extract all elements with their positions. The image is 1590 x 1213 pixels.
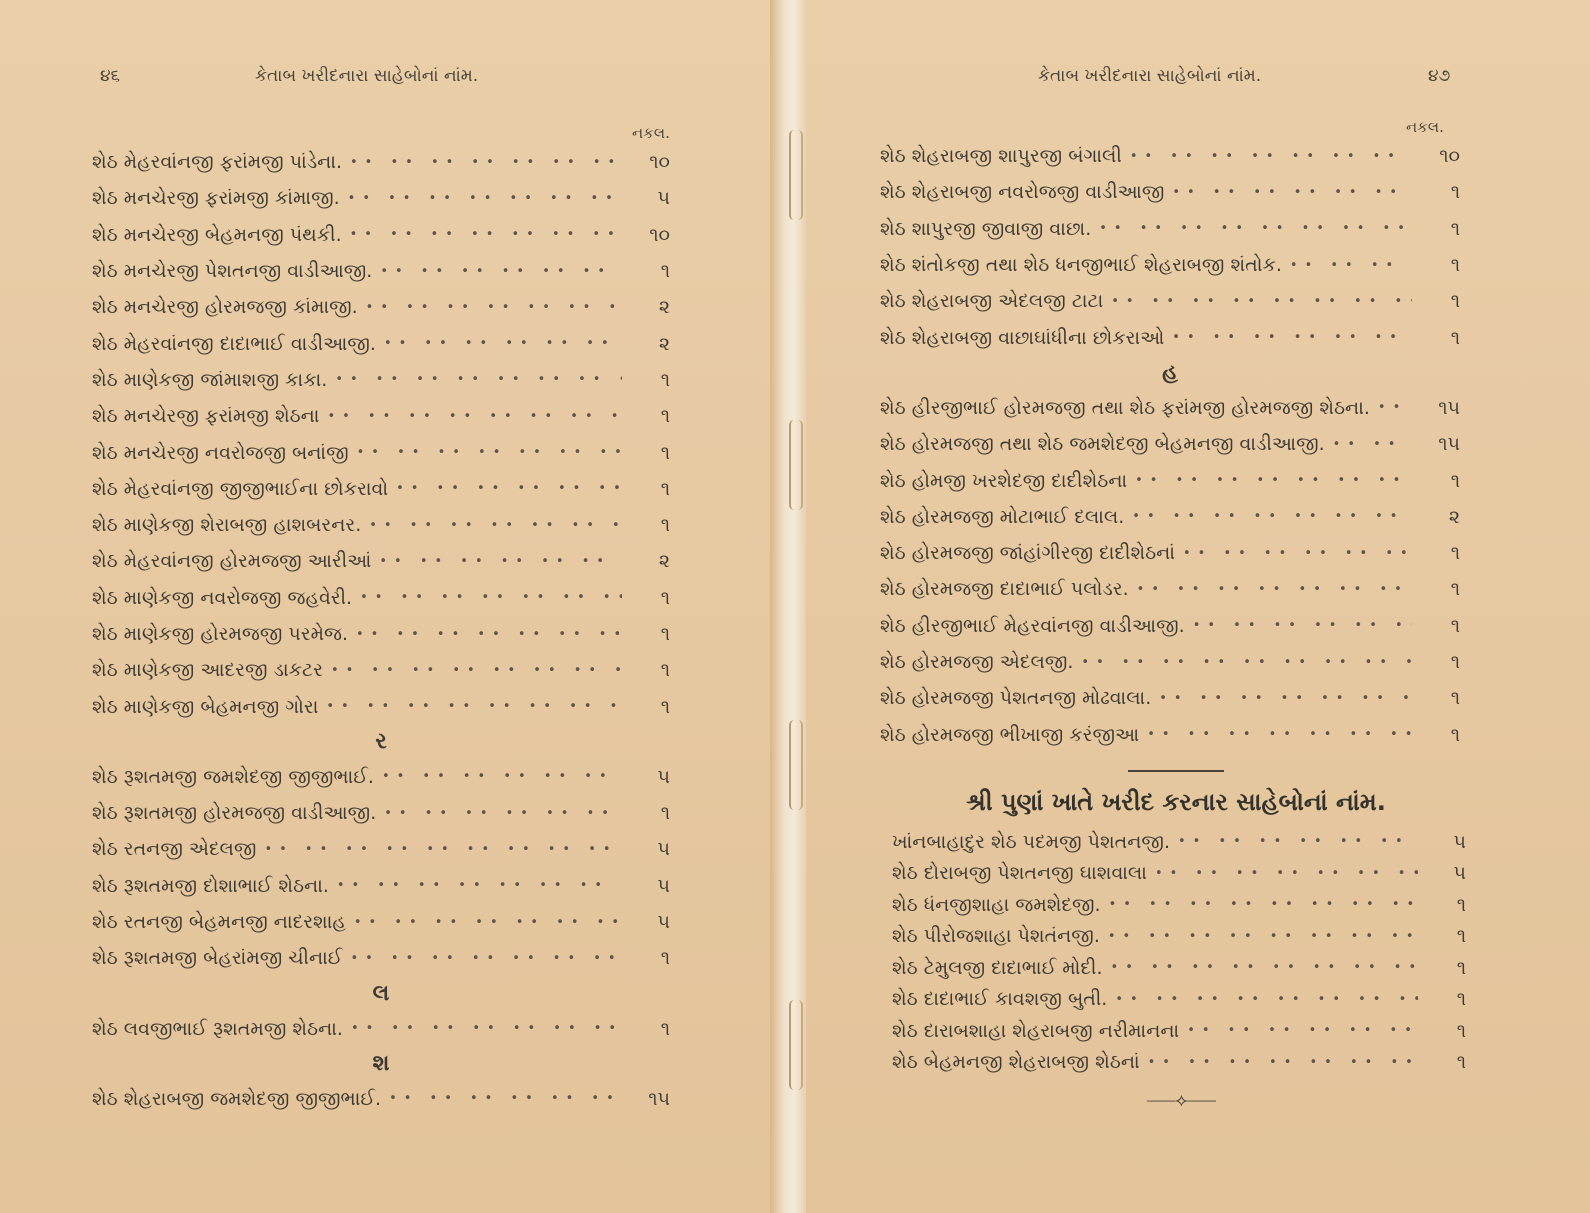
list-item bbox=[880, 680, 1460, 716]
list-item bbox=[892, 858, 1466, 890]
list-item bbox=[880, 247, 1460, 283]
copy-count: ૧ bbox=[1450, 542, 1460, 565]
subscriber-name: શેઠ ધંનજીશાહા જમશેદજી. bbox=[892, 893, 1101, 916]
list-item bbox=[880, 608, 1460, 644]
leader-dots bbox=[342, 155, 622, 170]
leader-dots bbox=[1140, 1055, 1418, 1070]
list-item bbox=[880, 211, 1460, 247]
list-item bbox=[92, 434, 670, 470]
subscriber-name: શેઠ માણેકજી આદરજી ડાકટર bbox=[92, 659, 323, 682]
leader-dots bbox=[348, 627, 622, 642]
list-item bbox=[92, 507, 670, 543]
copy-count: ૨ bbox=[658, 296, 670, 319]
copy-count: ૧૦ bbox=[649, 151, 670, 174]
subscriber-name: શેઠ શેહરાબજી એદલજી ટાટા bbox=[880, 290, 1104, 313]
subscriber-name: શેઠ શેહરાબજી જમશેદજી જીજીભાઈ. bbox=[92, 1087, 382, 1110]
list-item bbox=[92, 616, 670, 652]
list-item bbox=[892, 889, 1466, 921]
list-item bbox=[92, 795, 670, 831]
copy-count: ૧ bbox=[1450, 651, 1460, 673]
pune-entry-list bbox=[892, 826, 1466, 1078]
copy-count: ૧ bbox=[1456, 893, 1466, 916]
right-page-header bbox=[806, 66, 1590, 96]
copy-count: ૧ bbox=[660, 1017, 670, 1040]
leader-dots bbox=[1170, 834, 1418, 849]
leader-dots bbox=[319, 409, 622, 424]
copy-count: ૧ bbox=[1450, 217, 1460, 240]
leader-dots bbox=[346, 915, 622, 930]
left-page-number: ૪૬ bbox=[100, 66, 121, 86]
leader-dots bbox=[256, 842, 622, 857]
leader-dots bbox=[352, 590, 622, 605]
leader-dots bbox=[1151, 691, 1412, 706]
leader-dots bbox=[1147, 866, 1418, 881]
subscriber-name: શેઠ હોરમજજી ભીખાજી કરંજીઆ bbox=[880, 723, 1140, 746]
leader-dots bbox=[329, 878, 622, 893]
subscriber-name: શેઠ માણેકજી જાંમાશજી કાકા. bbox=[92, 368, 328, 391]
list-item bbox=[92, 144, 670, 180]
leader-dots bbox=[342, 951, 622, 966]
copy-count: ૧ bbox=[1450, 254, 1460, 277]
copy-count: ૫ bbox=[657, 765, 670, 788]
copy-count: ૨ bbox=[1448, 505, 1460, 528]
leader-dots bbox=[1185, 618, 1412, 633]
subscriber-name: શેઠ માણેકજી શેરાબજી હાશબરનર. bbox=[92, 514, 362, 537]
leader-dots bbox=[323, 663, 622, 678]
copy-count: ૧ bbox=[1456, 988, 1466, 1011]
subscriber-name: શેઠ રૂશતમજી બેહરાંમજી ચીનાઈ bbox=[92, 947, 343, 970]
subscriber-name: શેઠ લવજીભાઈ રૂશતમજી શેઠના. bbox=[92, 1017, 343, 1040]
leader-dots bbox=[1175, 546, 1412, 561]
leader-dots bbox=[1122, 149, 1412, 164]
list-item bbox=[92, 688, 670, 724]
list-item bbox=[880, 283, 1460, 319]
right-column-heading: નકલ. bbox=[1406, 118, 1444, 136]
list-item bbox=[92, 253, 670, 289]
copy-count: ૧ bbox=[660, 695, 670, 718]
leader-dots bbox=[1124, 509, 1412, 524]
list-item bbox=[92, 180, 670, 216]
pune-subsection-title: શ્રી પુણાં ખાતે ખરીદ કરનાર સાહેબોનાં નાંમ. bbox=[966, 788, 1386, 816]
copy-count: ૧૫ bbox=[1438, 396, 1460, 419]
list-item bbox=[880, 319, 1460, 355]
subscriber-name: શેઠ માણેકજી હોરમજજી પરમેજ. bbox=[92, 623, 348, 645]
list-item bbox=[880, 462, 1460, 498]
copy-count: ૧ bbox=[660, 586, 670, 609]
subscriber-name: શેઠ રતનજી બેહમનજી નાદરશાહ bbox=[92, 911, 346, 934]
copy-count: ૫ bbox=[657, 911, 670, 934]
list-item bbox=[892, 921, 1466, 953]
subscriber-name: શેઠ હોરમજજી દાદાભાઈ પલોડર. bbox=[880, 578, 1129, 601]
copy-count: ૫ bbox=[657, 874, 670, 897]
copy-count: ૧ bbox=[660, 802, 670, 825]
binding-stitch bbox=[789, 1000, 803, 1090]
list-item bbox=[92, 325, 670, 361]
left-entry-list bbox=[92, 144, 670, 1117]
list-item bbox=[880, 138, 1460, 174]
leader-dots bbox=[340, 191, 622, 206]
subscriber-name: શેઠ શેહરાબજી નવરોજજી વાડીઆજી bbox=[880, 181, 1165, 204]
leader-dots bbox=[1091, 221, 1412, 236]
leader-dots bbox=[1103, 960, 1418, 975]
subscriber-name: ખાંનબાહાદુર શેઠ પદમજી પેશતનજી. bbox=[892, 830, 1170, 853]
leader-dots bbox=[376, 806, 622, 821]
list-item bbox=[92, 759, 670, 795]
section-letter-heading: લ bbox=[372, 980, 390, 1006]
leader-dots bbox=[1101, 897, 1418, 912]
right-entry-list bbox=[880, 138, 1460, 753]
subscriber-name: શેઠ મનચેરજી ફરાંમજી શેઠના bbox=[92, 405, 320, 428]
subscriber-name: શેઠ મનચેરજી હોરમજજી કાંમાજી. bbox=[92, 296, 358, 319]
list-item bbox=[92, 904, 670, 940]
subscriber-name: શેઠ શંતોકજી તથા શેઠ ધનજીભાઈ શેહરાબજી શંતોક. bbox=[880, 254, 1282, 277]
list-item bbox=[892, 1047, 1466, 1079]
leader-dots bbox=[1282, 258, 1412, 273]
end-ornament: ⸺⟡⸺ bbox=[1146, 1090, 1216, 1111]
subscriber-name: શેઠ રૂશતમજી હોરમજજી વાડીઆજી. bbox=[92, 802, 377, 825]
leader-dots bbox=[361, 518, 622, 533]
copy-count: ૧ bbox=[1450, 578, 1460, 601]
list-item bbox=[880, 644, 1460, 680]
list-item bbox=[880, 499, 1460, 535]
subscriber-name: શેઠ રતનજી એદલજી bbox=[92, 838, 257, 861]
subscriber-name: શેઠ દોરાબજી પેશતનજી ઘાશવાલા bbox=[892, 862, 1147, 885]
copy-count: ૧ bbox=[660, 514, 670, 537]
subscriber-name: શેઠ હોરમજજી જાંહાંગીરજી દાદીશેઠનાં bbox=[880, 542, 1175, 565]
leader-dots bbox=[1139, 727, 1412, 742]
copy-count: ૧ bbox=[1450, 687, 1460, 710]
leader-dots bbox=[349, 445, 622, 460]
list-item bbox=[92, 831, 670, 867]
copy-count: ૧ bbox=[660, 368, 670, 391]
list-item bbox=[892, 1015, 1466, 1047]
copy-count: ૫ bbox=[1453, 830, 1466, 853]
copy-count: ૧ bbox=[1450, 723, 1460, 746]
copy-count: ૧ bbox=[1450, 326, 1460, 349]
list-item bbox=[92, 1081, 670, 1117]
subscriber-name: શેઠ મેહરવાંનજી ફરાંમજી પાંડેના. bbox=[92, 151, 343, 174]
binding-stitch bbox=[789, 720, 803, 810]
subscriber-name: શેઠ હોરમજજી એદલજી. bbox=[880, 651, 1074, 673]
subscriber-name: શેઠ મેહરવાંનજી જીજીભાઈના છોકરાવો bbox=[92, 477, 389, 500]
section-letter-heading: હ bbox=[1162, 359, 1178, 385]
copy-count: ૧ bbox=[660, 623, 670, 645]
leader-dots bbox=[1129, 582, 1412, 597]
copy-count: ૫ bbox=[1453, 862, 1466, 885]
subscriber-name: શેઠ માણેકજી બેહમનજી ગોરા bbox=[92, 695, 319, 718]
copy-count: ૫ bbox=[657, 187, 670, 210]
right-running-title: કેતાબ ખરીદનારા સાહેબોનાં નાંમ. bbox=[1038, 66, 1262, 86]
copy-count: ૧ bbox=[1450, 614, 1460, 637]
copy-count: ૧ bbox=[660, 477, 670, 500]
copy-count: ૧ bbox=[1450, 290, 1460, 313]
subscriber-name: શેઠ હોરમજજી તથા શેઠ જમશેદજી બેહમનજી વાડીઆજી. bbox=[880, 433, 1325, 456]
subscriber-name: શેઠ પીરોજશાહા પેશતંનજી. bbox=[892, 925, 1100, 948]
leader-dots bbox=[1325, 437, 1412, 452]
leader-dots bbox=[381, 1091, 622, 1106]
copy-count: ૧૫ bbox=[648, 1087, 670, 1110]
leader-dots bbox=[343, 1021, 622, 1036]
subscriber-name: શેઠ હોરમજજી મોટાભાઈ દલાલ. bbox=[880, 505, 1125, 528]
list-item bbox=[880, 535, 1460, 571]
leader-dots bbox=[1370, 400, 1412, 415]
leader-dots bbox=[372, 264, 622, 279]
subscriber-name: શેઠ હીરજીભાઈ હોરમજજી તથા શેઠ ફરાંમજી હોરમજજી શેઠના. bbox=[880, 396, 1370, 419]
leader-dots bbox=[1073, 655, 1412, 670]
leader-dots bbox=[358, 300, 622, 315]
copy-count: ૧ bbox=[1456, 956, 1466, 979]
list-item bbox=[880, 426, 1460, 462]
leader-dots bbox=[1100, 929, 1418, 944]
list-item bbox=[880, 390, 1460, 426]
leader-dots bbox=[327, 372, 622, 387]
subscriber-name: શેઠ શાપુરજી જીવાજી વાછા. bbox=[880, 217, 1092, 240]
left-column-heading: નકલ. bbox=[632, 124, 670, 142]
subscriber-name: શેઠ રૂશતમજી જમશેદજી જીજીભાઈ. bbox=[92, 765, 374, 788]
list-item bbox=[880, 716, 1460, 752]
leader-dots bbox=[1127, 473, 1412, 488]
subscriber-name: શેઠ હીરજીભાઈ મેહરવાંનજી વાડીઆજી. bbox=[880, 614, 1185, 637]
subscriber-name: શેઠ મનચેરજી બેહમનજી પંથકી. bbox=[92, 223, 342, 246]
list-item bbox=[892, 984, 1466, 1016]
subscriber-name: શેઠ મેહરવાંનજી દાદાભાઈ વાડીઆજી. bbox=[92, 332, 376, 355]
copy-count: ૫ bbox=[657, 838, 670, 861]
list-item bbox=[92, 217, 670, 253]
list-item bbox=[892, 826, 1466, 858]
binding-stitch bbox=[789, 420, 803, 510]
leader-dots bbox=[376, 336, 622, 351]
copy-count: ૧૦ bbox=[1439, 145, 1460, 168]
copy-count: ૧ bbox=[1456, 925, 1466, 948]
leader-dots bbox=[1164, 330, 1412, 345]
subscriber-name: શેઠ રૂશતમજી દોશાભાઈ શેઠના. bbox=[92, 874, 329, 897]
list-item bbox=[92, 398, 670, 434]
list-item bbox=[92, 362, 670, 398]
section-letter-heading: શ bbox=[372, 1050, 390, 1076]
copy-count: ૧ bbox=[660, 260, 670, 283]
left-page-header bbox=[0, 66, 782, 96]
leader-dots bbox=[388, 481, 622, 496]
subscriber-name: શેઠ ટેમુલજી દાદાભાઈ મોદી. bbox=[892, 956, 1103, 979]
subscriber-name: શેઠ મનચેરજી પેશતનજી વાડીઆજી. bbox=[92, 260, 373, 283]
leader-dots bbox=[318, 699, 622, 714]
subscriber-name: શેઠ હોરમજજી પેશતનજી મોઢવાલા. bbox=[880, 687, 1152, 710]
section-divider-rule bbox=[1128, 770, 1224, 772]
copy-count: ૧ bbox=[660, 947, 670, 970]
list-item bbox=[92, 543, 670, 579]
copy-count: ૧૫ bbox=[1438, 433, 1460, 456]
list-item bbox=[92, 1011, 670, 1047]
copy-count: ૨ bbox=[658, 332, 670, 355]
subscriber-name: શેઠ શેહરાબજી શાપુરજી બંગાલી bbox=[880, 145, 1122, 168]
copy-count: ૨ bbox=[658, 550, 670, 573]
list-item bbox=[92, 471, 670, 507]
subscriber-name: શેઠ મેહરવાંનજી હોરમજજી આરીઆં bbox=[92, 550, 372, 573]
left-page bbox=[0, 0, 782, 1213]
list-item bbox=[92, 289, 670, 325]
copy-count: ૧ bbox=[1456, 1019, 1466, 1042]
subscriber-name: શેઠ માણેકજી નવરોજજી જહવેરી. bbox=[92, 586, 353, 609]
subscriber-name: શેઠ દાદાભાઈ કાવશજી બુતી. bbox=[892, 988, 1108, 1011]
list-item bbox=[92, 652, 670, 688]
subscriber-name: શેઠ મનચેરજી ફરાંમજી કાંમાજી. bbox=[92, 187, 340, 210]
left-running-title: કેતાબ ખરીદનારા સાહેબોનાં નાંમ. bbox=[255, 66, 479, 86]
copy-count: ૧ bbox=[1450, 181, 1460, 204]
right-page bbox=[806, 0, 1590, 1213]
section-letter-heading: ર bbox=[375, 728, 387, 754]
leader-dots bbox=[374, 769, 622, 784]
copy-count: ૧ bbox=[1450, 469, 1460, 492]
subscriber-name: શેઠ મનચેરજી નવરોજજી બનાંજી bbox=[92, 441, 349, 464]
leader-dots bbox=[1107, 992, 1418, 1007]
leader-dots bbox=[1179, 1023, 1418, 1038]
list-item bbox=[92, 940, 670, 976]
leader-dots bbox=[1164, 185, 1412, 200]
subscriber-name: શેઠ હોમજી ખરશેદજી દાદીશેઠના bbox=[880, 469, 1128, 492]
copy-count: ૧ bbox=[660, 441, 670, 464]
subscriber-name: શેઠ દારાબશાહા શેહરાબજી નરીમાનના bbox=[892, 1019, 1180, 1042]
copy-count: ૧ bbox=[660, 659, 670, 682]
right-page-number: ૪૭ bbox=[1428, 66, 1451, 86]
list-item bbox=[880, 571, 1460, 607]
leader-dots bbox=[342, 227, 622, 242]
leader-dots bbox=[371, 554, 622, 569]
copy-count: ૧૦ bbox=[649, 223, 670, 246]
copy-count: ૧ bbox=[1456, 1051, 1466, 1074]
list-item bbox=[92, 580, 670, 616]
list-item bbox=[92, 868, 670, 904]
list-item bbox=[892, 952, 1466, 984]
subscriber-name: શેઠ શેહરાબજી વાછાઘાંધીના છોકરાઓ bbox=[880, 326, 1165, 349]
leader-dots bbox=[1103, 294, 1412, 309]
copy-count: ૧ bbox=[660, 405, 670, 428]
binding-stitch bbox=[789, 130, 803, 220]
subscriber-name: શેઠ બેહમનજી શેહરાબજી શેઠનાં bbox=[892, 1051, 1140, 1074]
list-item bbox=[880, 174, 1460, 210]
